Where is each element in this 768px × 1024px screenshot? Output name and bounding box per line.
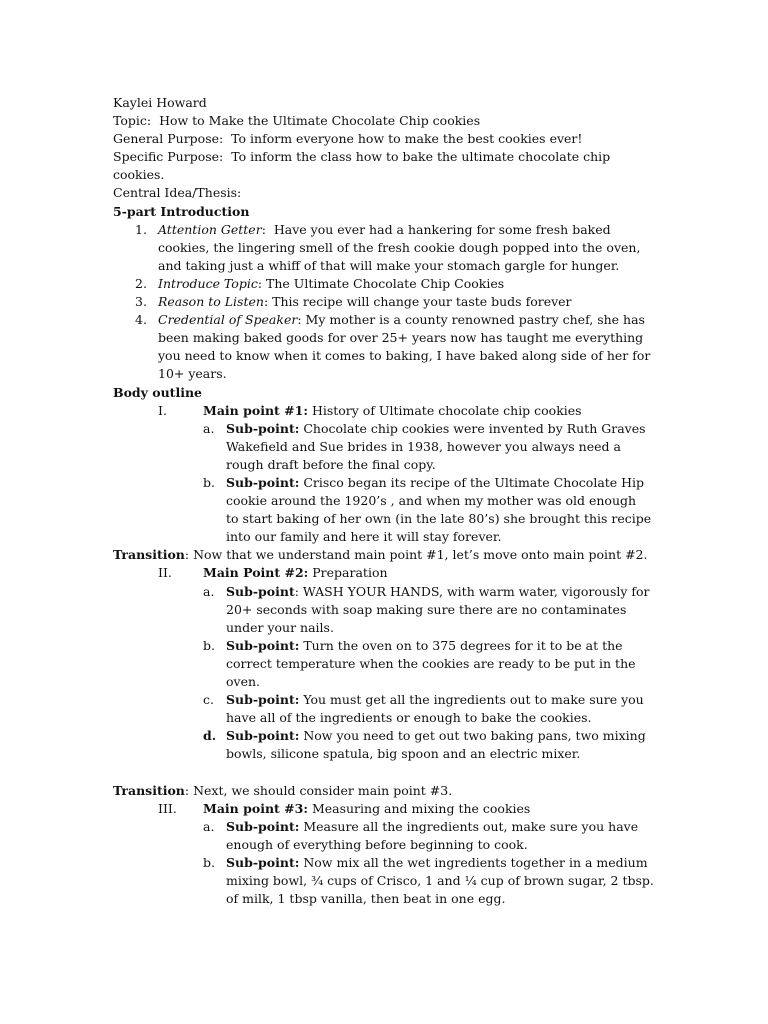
main-point-text: Measuring and mixing the cookies <box>311 800 531 816</box>
transition-text: : Next, we should consider main point #3. <box>184 782 453 798</box>
transition-text: : Now that we understand main point #1, let’s move onto main point #2. <box>184 547 648 563</box>
transition-line <box>113 782 653 800</box>
sub-point-text: correct temperature when the cookies are ready to be put in the <box>226 655 636 671</box>
sub-point-text: Turn the oven on to 375 degrees for it to be at the <box>303 637 623 653</box>
specific-purpose-text: To inform the class how to bake the ultimate chocolate chip <box>231 149 611 165</box>
sub-point-label: Sub-point <box>226 583 295 599</box>
author-name: Kaylei Howard <box>113 95 207 110</box>
main-point-numeral: III. <box>158 800 177 816</box>
document-page <box>0 94 768 908</box>
sub-point-text: into our family and here it will stay forever. <box>226 529 502 545</box>
general-purpose-line <box>113 130 653 148</box>
sub-point <box>0 583 768 637</box>
sub-point-text: of milk, 1 tbsp vanilla, then beat in one egg. <box>226 891 506 907</box>
sub-point <box>0 637 768 691</box>
transition-label: Transition <box>113 782 185 798</box>
sub-point-text: Chocolate chip cookies were invented by Ruth Graves <box>303 420 646 436</box>
intro-item-text: you need to know when it comes to baking, I have baked along side of her for <box>158 348 651 364</box>
intro-item-text: 10+ years. <box>158 366 227 382</box>
intro-item-text: The Ultimate Chocolate Chip Cookies <box>266 275 505 291</box>
intro-item-number: 1. <box>135 221 147 237</box>
intro-item-text: been making baked goods for over 25+ years now has taught me everything <box>158 330 644 346</box>
thesis-label: Central Idea/Thesis: <box>113 185 242 201</box>
sub-point-text: 20+ seconds with soap making sure there are no contaminates <box>226 601 627 617</box>
sub-point-text: rough draft before the final copy. <box>226 456 436 472</box>
general-purpose-label: General Purpose: <box>113 131 224 147</box>
intro-item-label: Attention Getter <box>158 221 262 237</box>
main-point-text: Preparation <box>308 565 388 581</box>
sub-point-label: Sub-point: <box>226 818 300 834</box>
sub-point-label: Sub-point: <box>226 728 300 744</box>
sub-point-text: to start baking of her own (in the late 80’s) she brought this recipe <box>226 511 652 527</box>
main-point <box>0 800 768 818</box>
sub-point-text: : WASH YOUR HANDS, with warm water, vigorously for <box>294 583 650 599</box>
intro-item-text: cookies, the lingering smell of the fresh cookie dough popped into the oven, <box>158 239 641 255</box>
specific-purpose-continued: cookies. <box>113 167 165 183</box>
sub-point-text: under your nails. <box>226 619 334 635</box>
sub-point-letter: b. <box>203 854 215 870</box>
intro-item-number: 4. <box>135 312 147 328</box>
intro-item-text: Have you ever had a hankering for some fresh baked <box>273 221 611 237</box>
sub-point <box>0 474 768 546</box>
main-point-label: Main point #3: <box>203 800 308 816</box>
sub-point-label: Sub-point: <box>226 474 300 490</box>
intro-item-number: 2. <box>135 275 147 291</box>
general-purpose-text: To inform everyone how to make the best cookies ever! <box>231 131 583 147</box>
sub-point-text: have all of the ingredients or enough to bake the cookies. <box>226 710 592 726</box>
intro-heading: 5-part Introduction <box>113 203 250 219</box>
sub-point-label: Sub-point: <box>226 637 300 653</box>
intro-item-text: My mother is a county renowned pastry chef, she has <box>305 312 645 328</box>
sub-point-letter: a. <box>203 420 215 436</box>
main-point-text: History of Ultimate chocolate chip cookies <box>311 402 582 418</box>
main-point-numeral: II. <box>158 565 172 581</box>
sub-point-label: Sub-point: <box>226 420 300 436</box>
topic-text: How to Make the Ultimate Chocolate Chip cookies <box>159 113 481 129</box>
sub-point-text: oven. <box>226 674 261 689</box>
sub-point-text: Now you need to get out two baking pans, two mixing <box>303 728 646 744</box>
intro-item: 4. Credential of Speaker: My mother is a county renowned pastry chef, she has been making baked goods for over 25+ years now has taught me everything you need to know when it comes to baking, I have baked along side of her for 10+ years. <box>0 311 768 383</box>
sub-point-letter: a. <box>203 583 215 599</box>
sub-point <box>0 854 768 908</box>
main-point-label: Main Point #2: <box>203 565 309 581</box>
sub-point <box>0 420 768 474</box>
sub-point <box>0 818 768 854</box>
sub-point-text: Wakefield and Sue brides in 1938, however you always need a <box>226 438 621 454</box>
main-point-numeral: I. <box>158 402 167 418</box>
sub-point-label: Sub-point: <box>226 692 300 708</box>
intro-item-label: Reason to Listen <box>158 294 264 310</box>
sub-point-letter: c. <box>203 692 214 708</box>
sub-point-text: Now mix all the wet ingredients together in a medium <box>303 854 648 870</box>
sub-point-letter: b. <box>203 637 215 653</box>
blank-line <box>0 763 768 781</box>
sub-point-text: You must get all the ingredients out to make sure you <box>303 692 644 708</box>
sub-point-text: enough of everything before beginning to cook. <box>226 836 528 852</box>
sub-point-text: mixing bowl, ¾ cups of Crisco, 1 and ¼ cup of brown sugar, 2 tbsp. <box>226 873 654 889</box>
sub-point <box>0 691 768 727</box>
intro-item: 1. Attention Getter: Have you ever had a hankering for some fresh baked cookies, the lingering smell of the fresh cookie dough popped into the oven, and taking just a whiff of that will make your stomach gargle for hunger. <box>0 221 768 275</box>
sub-point-text: Measure all the ingredients out, make sure you have <box>303 818 639 834</box>
specific-purpose-line <box>113 148 653 166</box>
sub-point-letter: a. <box>203 818 215 834</box>
sub-point-label: Sub-point: <box>226 854 300 870</box>
intro-item-label: Introduce Topic <box>158 275 258 291</box>
transition-label: Transition <box>113 547 185 563</box>
intro-item-text: This recipe will change your taste buds forever <box>272 294 572 310</box>
sub-point-text: Crisco began its recipe of the Ultimate Chocolate Hip <box>303 474 645 490</box>
intro-item: 2. Introduce Topic: The Ultimate Chocolate Chip Cookies <box>0 275 768 293</box>
sub-point-text: bowls, silicone spatula, big spoon and an electric mixer. <box>226 746 581 762</box>
intro-item-text: and taking just a whiff of that will make your stomach gargle for hunger. <box>158 257 620 273</box>
intro-item-label: Credential of Speaker <box>158 312 298 328</box>
sub-point-letter: d. <box>203 728 217 744</box>
transition-line <box>113 546 653 564</box>
specific-purpose-label: Specific Purpose: <box>113 149 224 165</box>
main-point <box>0 402 768 420</box>
sub-point-text: cookie around the 1920’s , and when my mother was old enough <box>226 493 637 509</box>
topic-line <box>113 112 653 130</box>
intro-item-number: 3. <box>135 294 147 310</box>
main-point <box>0 564 768 582</box>
topic-label: Topic: <box>113 113 152 129</box>
sub-point <box>0 727 768 763</box>
sub-point-letter: b. <box>203 474 215 490</box>
intro-item: 3. Reason to Listen: This recipe will change your taste buds forever <box>0 293 768 311</box>
body-heading: Body outline <box>113 384 202 400</box>
main-point-label: Main point #1: <box>203 402 308 418</box>
